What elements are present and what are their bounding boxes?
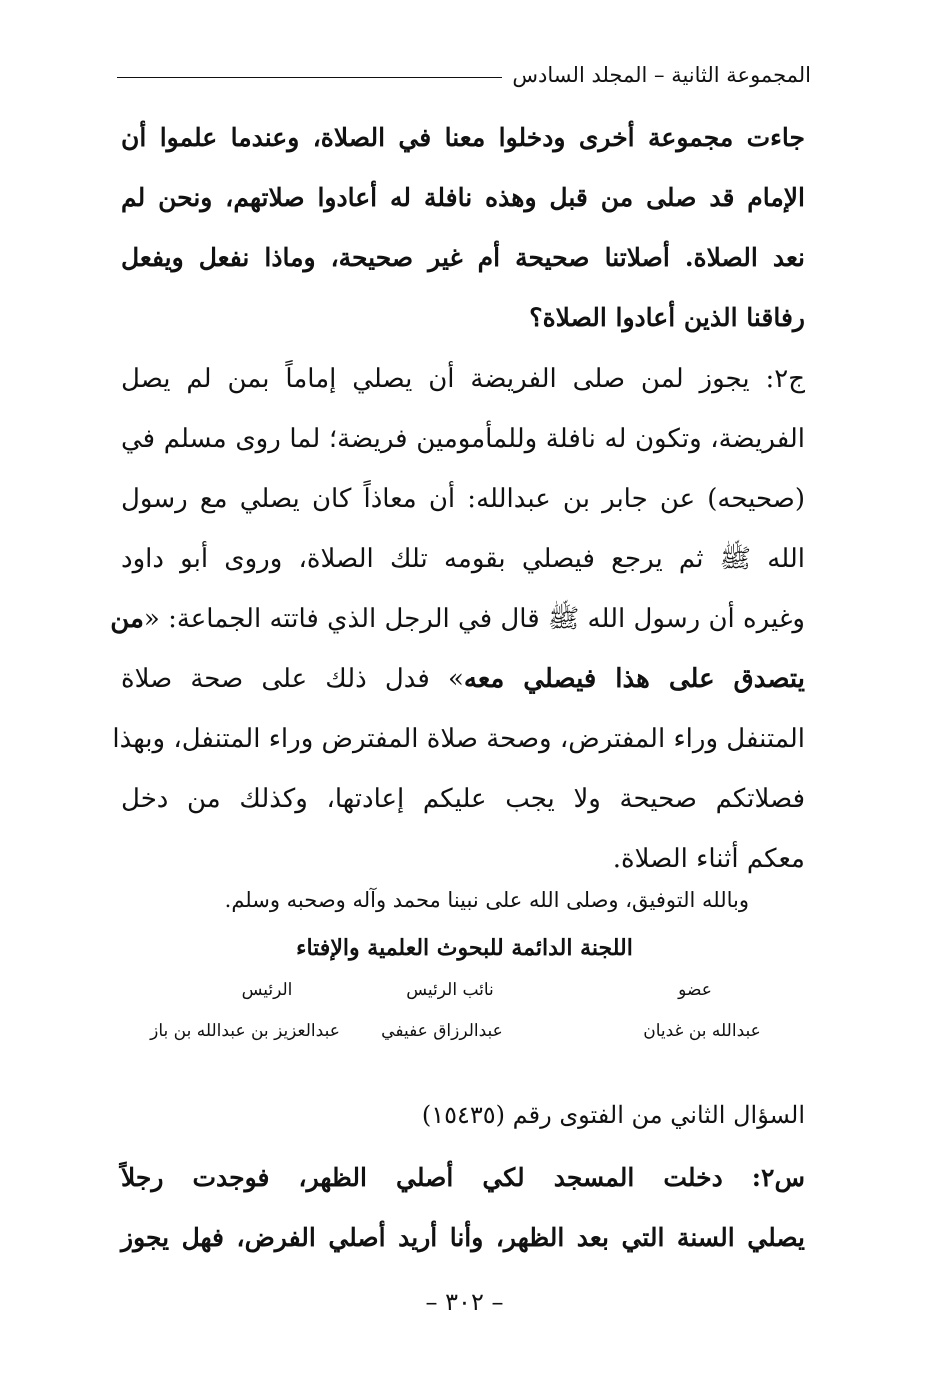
question-2-heading: السؤال الثاني من الفتوى رقم (١٥٤٣٥) bbox=[421, 1101, 805, 1129]
vice-chair-role: نائب الرئيس bbox=[406, 980, 494, 1000]
page-number: – ٣٠٢ – bbox=[425, 1288, 504, 1316]
question-1-line: جاءت مجموعة أخرى ودخلوا معنا في الصلاة، وعندما علموا أن bbox=[121, 123, 805, 152]
hadith-quote-start: من bbox=[110, 604, 144, 634]
member-role: عضو bbox=[678, 980, 712, 1000]
chair-role: الرئيس bbox=[241, 980, 293, 1000]
header-rule bbox=[117, 77, 502, 78]
closing-formula: وبالله التوفيق، وصلى الله على نبينا محمد وآله وصحبه وسلم. bbox=[224, 888, 749, 912]
question-1-line: نعد الصلاة. أصلاتنا صحيحة أم غير صحيحة، وماذا نفعل ويفعل bbox=[121, 243, 805, 272]
hadith-quote-end: يتصدق على هذا فيصلي معه bbox=[463, 664, 805, 694]
question-2-line: يصلي السنة التي بعد الظهر، وأنا أريد أصلي الفرض، فهل يجوز bbox=[121, 1223, 805, 1252]
answer-1-line: معكم أثناء الصلاة. bbox=[612, 844, 805, 874]
question-1-line: رفاقنا الذين أعادوا الصلاة؟ bbox=[529, 303, 805, 332]
answer-1-line: ج٢: يجوز لمن صلى الفريضة أن يصلي إماماً بمن لم يصل bbox=[121, 364, 805, 394]
answer-1-line: (صحيحه) عن جابر بن عبدالله: أن معاذاً كان يصلي مع رسول bbox=[121, 484, 806, 514]
answer-1-plain-segment: وغيره أن رسول الله ﷺ قال في الرجل الذي فاتته الجماعة: « bbox=[143, 604, 805, 634]
question-2-text bbox=[121, 1148, 805, 1268]
answer-1-plain-segment: » فدل ذلك على صحة صلاة bbox=[121, 664, 464, 694]
member-name: عبدالله بن غديان bbox=[643, 1021, 761, 1041]
answer-1-line: الله ﷺ ثم يرجع فيصلي بقومه تلك الصلاة، وروى أبو داود bbox=[121, 544, 805, 574]
answer-1-line-hadith-start bbox=[110, 589, 805, 649]
running-header bbox=[117, 60, 811, 90]
committee-name: اللجنة الدائمة للبحوث العلمية والإفتاء bbox=[296, 935, 633, 961]
answer-1-line-hadith-end bbox=[121, 649, 805, 709]
question-1-text bbox=[121, 108, 805, 348]
vice-chair-name: عبدالرزاق عفيفي bbox=[381, 1021, 503, 1041]
answer-1-line: المتنفل وراء المفترض، وصحة صلاة المفترض وراء المتنفل، وبهذا bbox=[112, 724, 805, 754]
answer-1-line: الفريضة، وتكون له نافلة وللمأمومين فريضة؛ لما روى مسلم في bbox=[121, 424, 805, 454]
running-title: المجموعة الثانية – المجلد السادس bbox=[512, 63, 811, 87]
answer-1-text bbox=[110, 349, 806, 889]
question-2-line: س٢: دخلت المسجد لكي أصلي الظهر، فوجدت رجلاً bbox=[121, 1163, 805, 1192]
answer-1-line: فصلاتكم صحيحة ولا يجب عليكم إعادتها، وكذلك من دخل bbox=[121, 784, 805, 814]
chair-name: عبدالعزيز بن عبدالله بن باز bbox=[150, 1021, 340, 1041]
question-1-line: الإمام قد صلى من قبل وهذه نافلة له أعادوا صلاتهم، ونحن لم bbox=[121, 183, 805, 212]
